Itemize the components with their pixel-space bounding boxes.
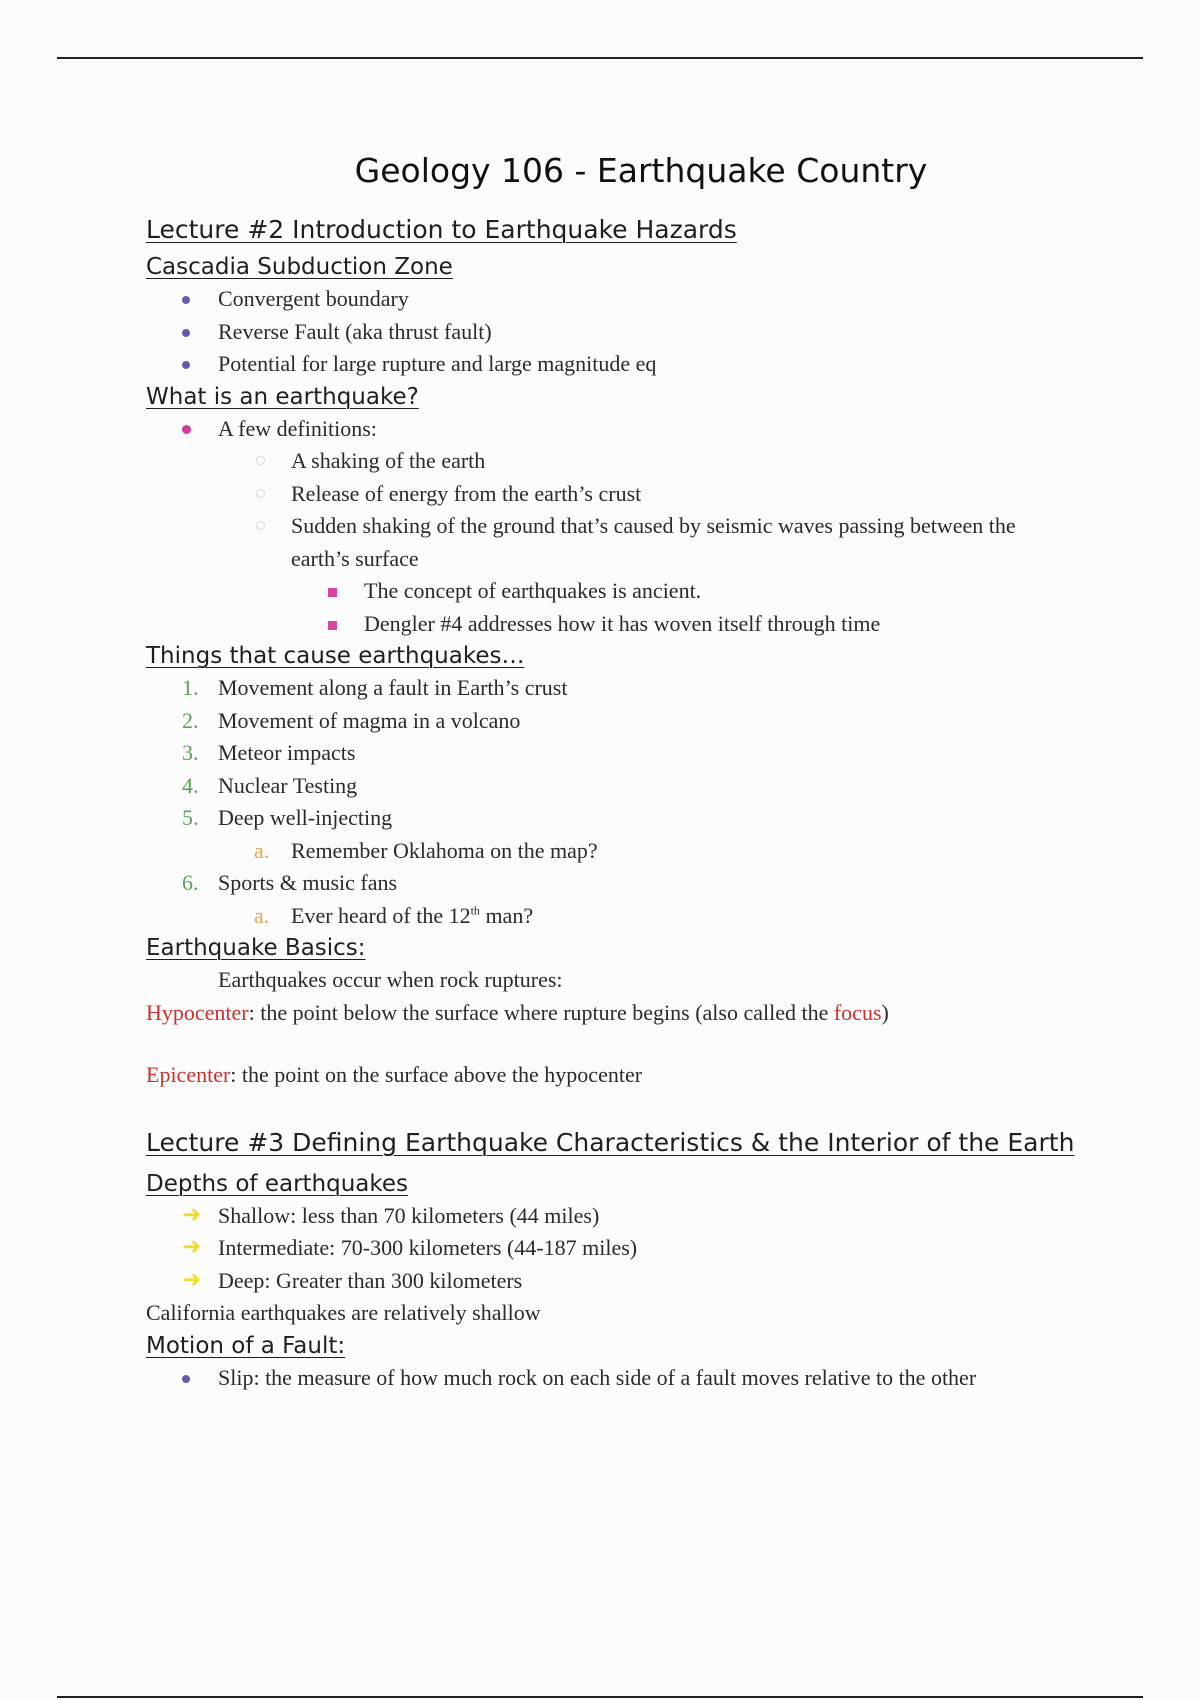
list-item: Potential for large rupture and large magnitude eq bbox=[146, 348, 1106, 381]
motion-heading: Motion of a Fault: bbox=[146, 1332, 346, 1359]
document-title: Geology 106 - Earthquake Country bbox=[354, 151, 928, 190]
list-number: 2. bbox=[182, 707, 199, 733]
list-item: 6. Sports & music fans bbox=[146, 867, 1106, 900]
lecture-3-heading: Lecture #3 Defining Earthquake Characteristics & the Interior of the Earth bbox=[146, 1127, 1075, 1157]
what-is-heading: What is an earthquake? bbox=[146, 383, 419, 410]
list-item: a. Remember Oklahoma on the map? bbox=[146, 835, 1106, 868]
list-item: a. Ever heard of the 12th man? bbox=[146, 900, 1106, 933]
list-item: ➜ Deep: Greater than 300 kilometers bbox=[146, 1265, 1106, 1298]
list-item: ➜ Intermediate: 70-300 kilometers (44-187 miles) bbox=[146, 1232, 1106, 1265]
list-item: 1. Movement along a fault in Earth’s crust bbox=[146, 672, 1106, 705]
list-number: 1. bbox=[182, 675, 199, 700]
list-item: 5. Deep well-injecting bbox=[146, 802, 1106, 835]
list-item: Slip: the measure of how much rock on each side of a fault moves relative to the other bbox=[146, 1362, 1106, 1395]
list-item: The concept of earthquakes is ancient. bbox=[146, 575, 1106, 608]
arrow-right-icon: ➜ bbox=[182, 1201, 202, 1227]
list-item: ➜ Shallow: less than 70 kilometers (44 miles) bbox=[146, 1200, 1106, 1233]
bullet-icon bbox=[182, 329, 190, 337]
basics-heading: Earthquake Basics: bbox=[146, 935, 366, 961]
bullet-icon bbox=[182, 296, 190, 304]
list-item: A shaking of the earth bbox=[146, 445, 1106, 478]
bullet-icon bbox=[182, 361, 190, 369]
list-item: Sudden shaking of the ground that’s caused by seismic waves passing between the bbox=[146, 510, 1106, 543]
causes-heading: Things that cause earthquakes… bbox=[146, 643, 525, 669]
lecture-2-heading: Lecture #2 Introduction to Earthquake Hazards bbox=[146, 215, 737, 244]
list-item: Convergent boundary bbox=[146, 283, 1106, 316]
list-item: Reverse Fault (aka thrust fault) bbox=[146, 316, 1106, 349]
list-item: Dengler #4 addresses how it has woven itself through time bbox=[146, 608, 1106, 641]
list-letter: a. bbox=[254, 902, 270, 928]
list-number: 4. bbox=[182, 772, 199, 798]
basics-intro: Earthquakes occur when rock ruptures: bbox=[218, 967, 563, 992]
circle-bullet-icon bbox=[256, 521, 265, 530]
list-letter: a. bbox=[254, 837, 270, 863]
document-page bbox=[146, 140, 1106, 1394]
hypocenter-definition: Hypocenter: the point below the surface where rupture begins (also called the focus) bbox=[146, 999, 889, 1025]
list-item: A few definitions: bbox=[146, 413, 1106, 446]
list-number: 6. bbox=[182, 870, 199, 895]
top-rule bbox=[57, 57, 1143, 59]
list-item: Release of energy from the earth’s crust bbox=[146, 478, 1106, 511]
square-bullet-icon bbox=[328, 621, 337, 630]
list-number: 3. bbox=[182, 740, 199, 765]
bullet-icon bbox=[182, 1375, 190, 1383]
arrow-right-icon: ➜ bbox=[182, 1266, 202, 1292]
arrow-right-icon: ➜ bbox=[182, 1234, 202, 1259]
depths-heading: Depths of earthquakes bbox=[146, 1170, 409, 1197]
list-item: 4. Nuclear Testing bbox=[146, 770, 1106, 803]
depths-note: California earthquakes are relatively shallow bbox=[146, 1300, 541, 1325]
list-item: 2. Movement of magma in a volcano bbox=[146, 705, 1106, 738]
list-item: 3. Meteor impacts bbox=[146, 737, 1106, 770]
circle-bullet-icon bbox=[256, 456, 265, 465]
list-number: 5. bbox=[182, 805, 199, 830]
circle-bullet-icon bbox=[256, 489, 265, 498]
cascadia-heading: Cascadia Subduction Zone bbox=[146, 254, 453, 280]
square-bullet-icon bbox=[328, 588, 337, 597]
epicenter-definition: Epicenter: the point on the surface above the hypocenter bbox=[146, 1062, 643, 1087]
bullet-icon bbox=[182, 425, 191, 434]
bottom-rule bbox=[57, 1696, 1143, 1698]
list-item-continuation: earth’s surface bbox=[291, 545, 419, 571]
